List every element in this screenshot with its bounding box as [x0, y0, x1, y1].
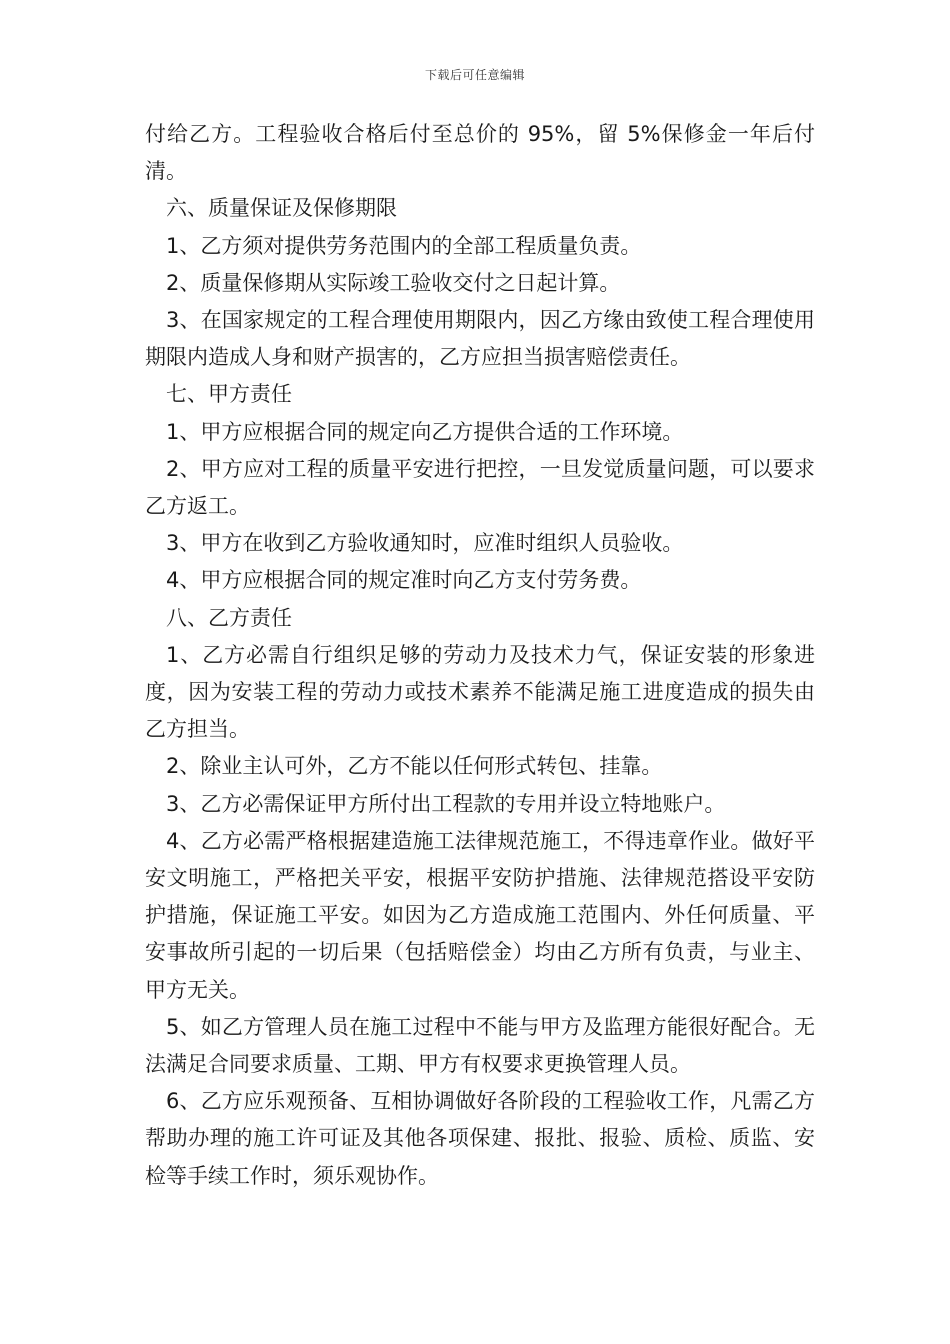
paragraph-party-b-4: 4、乙方必需严格根据建造施工法律规范施工，不得违章作业。做好平安文明施工，严格把关平安，根据平安防护措施、法律规范搭设平安防护措施，保证施工平安。如因为乙方造成施工范围内、外任何质量、平安事故所引起的一切后果（包括赔偿金）均由乙方所有负责，与业主、甲方无关。	[145, 828, 815, 1002]
section-heading-quality: 六、质量保证及保修期限	[166, 196, 397, 221]
paragraph-quality-2: 2、质量保修期从实际竣工验收交付之日起计算。	[166, 270, 621, 295]
paragraph-party-b-5: 5、如乙方管理人员在施工过程中不能与甲方及监理方能很好配合。无法满足合同要求质量、工期、甲方有权要求更换管理人员。	[145, 1014, 815, 1077]
document-body	[145, 116, 815, 1195]
page-header: 下载后可任意编辑	[424, 68, 525, 82]
paragraph-party-a-1: 1、甲方应根据合同的规定向乙方提供合适的工作环境。	[166, 419, 684, 444]
paragraph-quality-1: 1、乙方须对提供劳务范围内的全部工程质量负责。	[166, 233, 642, 258]
paragraph-party-b-6: 6、乙方应乐观预备、互相协调做好各阶段的工程验收工作，凡需乙方帮助办理的施工许可证及其他各项保建、报批、报验、质检、质监、安检等手续工作时，须乐观协作。	[145, 1089, 815, 1188]
paragraph-party-a-3: 3、甲方在收到乙方验收通知时，应准时组织人员验收。	[166, 531, 684, 556]
paragraph-party-a-4: 4、甲方应根据合同的规定准时向乙方支付劳务费。	[166, 568, 642, 593]
paragraph-payment-tail: 付给乙方。工程验收合格后付至总价的 95%，留 5%保修金一年后付清。	[145, 122, 815, 184]
section-heading-party-b: 八、乙方责任	[166, 605, 292, 630]
paragraph-quality-3: 3、在国家规定的工程合理使用期限内，因乙方缘由致使工程合理使用期限内造成人身和财产损害的，乙方应担当损害赔偿责任。	[145, 308, 815, 370]
paragraph-party-b-1: 1、乙方必需自行组织足够的劳动力及技术力气，保证安装的形象进度，因为安装工程的劳动力或技术素养不能满足施工进度造成的损失由乙方担当。	[145, 642, 815, 742]
paragraph-party-a-2: 2、甲方应对工程的质量平安进行把控，一旦发觉质量问题，可以要求乙方返工。	[145, 456, 815, 519]
paragraph-party-b-3: 3、乙方必需保证甲方所付出工程款的专用并设立特地账户。	[166, 791, 726, 816]
paragraph-party-b-2: 2、除业主认可外，乙方不能以任何形式转包、挂靠。	[166, 754, 663, 779]
section-heading-party-a: 七、甲方责任	[166, 382, 292, 407]
